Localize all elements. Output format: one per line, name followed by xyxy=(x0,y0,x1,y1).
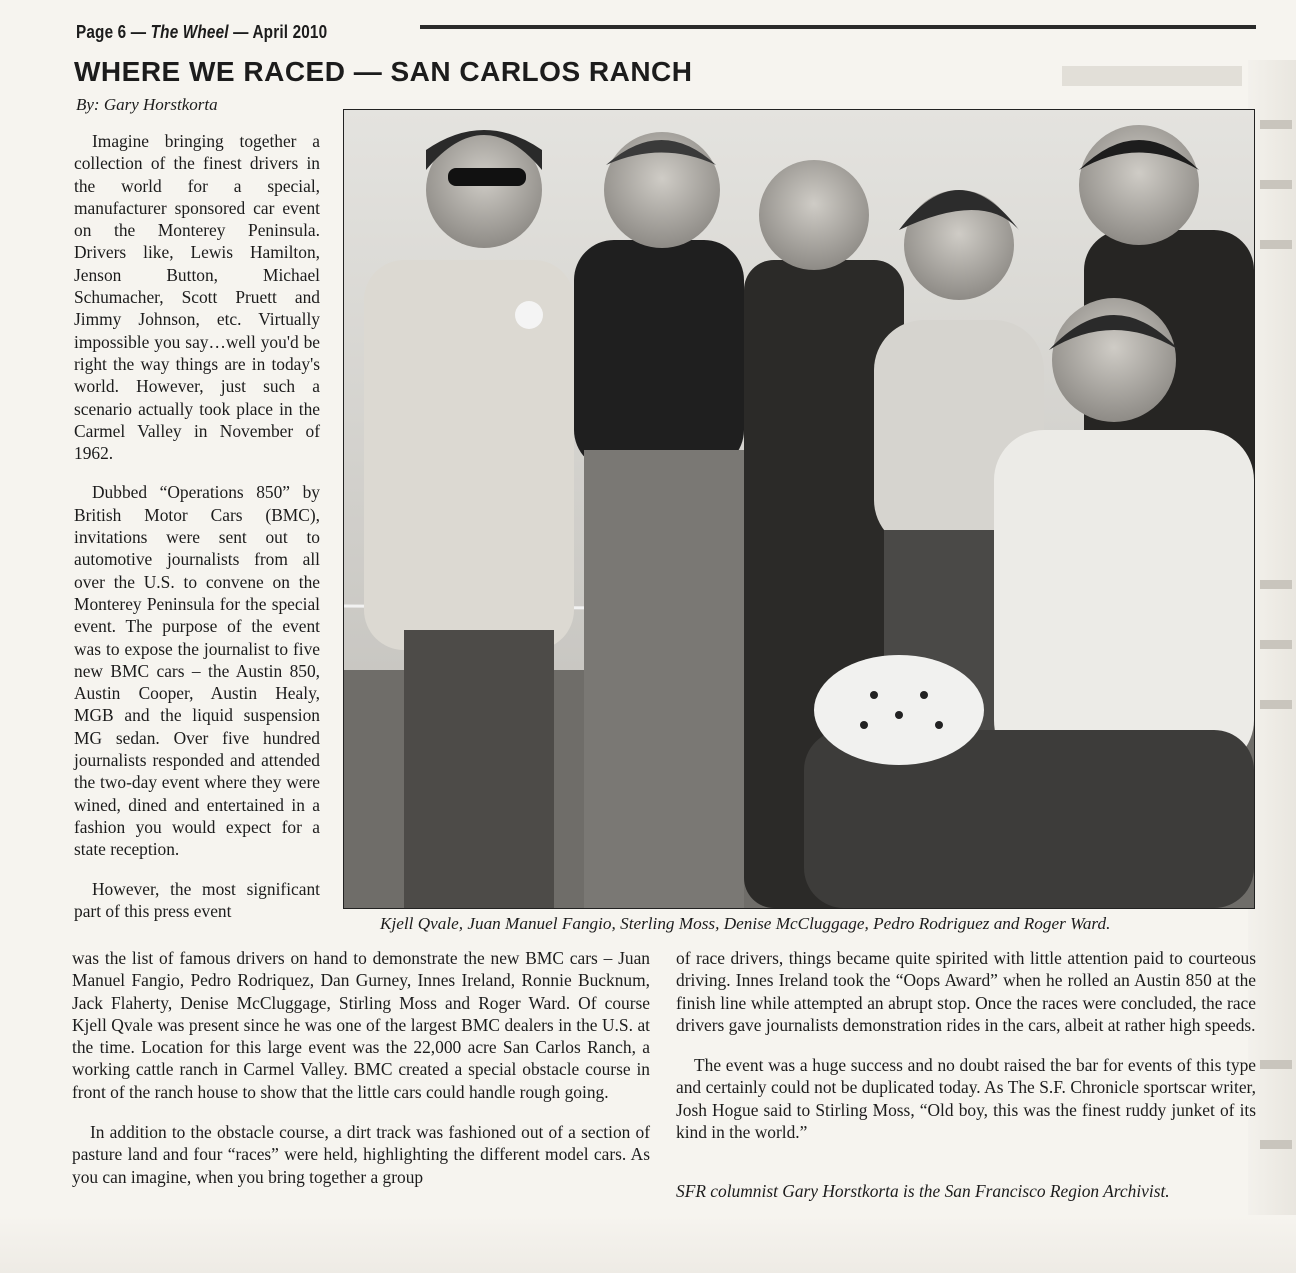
paragraph: However, the most significant part of this press event xyxy=(74,878,320,921)
folio-paper-name: The Wheel xyxy=(150,22,229,42)
group-photo xyxy=(343,109,1255,909)
photo-caption: Kjell Qvale, Juan Manuel Fangio, Sterling Moss, Denise McCluggage, Pedro Rodriguez and Roger Ward. xyxy=(380,914,1111,933)
folio-date: April 2010 xyxy=(252,22,328,42)
folio-separator: — xyxy=(228,22,253,42)
paragraph: The event was a huge success and no doubt raised the bar for events of this type and certainly could not be duplicated today. As The S.F. Chronicle sportscar writer, Josh Hogue said to Stirling Moss, “Old boy, this was the finest ruddy junket of its kind in the world.” xyxy=(676,1055,1256,1143)
paragraph: of race drivers, things became quite spirited with little attention paid to courteous driving. Innes Ireland took the “Oops Award” when he rolled an Austin 850 at the finish line while attempted an abrupt stop. Once the races were concluded, the race drivers gave journalists demonstration rides in the cars, albeit at rather high speeds. xyxy=(676,948,1256,1035)
page-bottom-margin xyxy=(0,1215,1296,1273)
article-byline: By: Gary Horstkorta xyxy=(76,95,218,114)
paragraph: In addition to the obstacle course, a dirt track was fashioned out of a section of pasture land and four “races” were held, highlighting the different model cars. As you can imagine, when you bring together a group xyxy=(72,1122,650,1187)
article-column-lower-right xyxy=(676,947,1256,1161)
author-credit: SFR columnist Gary Horstkorta is the San Francisco Region Archivist. xyxy=(676,1181,1170,1201)
article-headline: WHERE WE RACED — SAN CARLOS RANCH xyxy=(74,56,693,87)
paragraph: Imagine bringing together a collection of the finest drivers in the world for a special, manufacturer sponsored car event on the Monterey Peninsula. Drivers like, Lewis Hamilton, Jenson Button, Michael Schumacher, Scott Pruett and Jimmy Johnson, etc. Virtually impossible you say…well you'd be right the way things are in today's world. However, just such a scenario actually took place in the Carmel Valley in November of 1962. xyxy=(74,131,320,464)
next-page-heading-bleed xyxy=(1062,66,1242,86)
folio-separator: — xyxy=(126,22,151,42)
header-rule xyxy=(420,25,1256,29)
folio-page: Page 6 xyxy=(76,22,127,42)
paragraph: was the list of famous drivers on hand to demonstrate the new BMC cars – Juan Manuel Fangio, Pedro Rodriquez, Dan Gurney, Innes Ireland, Ronnie Bucknum, Jack Flaherty, Denise McCluggage, Stirling Moss and Roger Ward. Of course Kjell Qvale was present since he was one of the largest BMC dealers in the U.S. at the time. Location for this large event was the 22,000 acre San Carlos Ranch, a working cattle ranch in Carmel Valley. BMC created a special obstacle course in front of the ranch house to show that the little cars could handle rough going. xyxy=(72,948,650,1102)
paragraph: Dubbed “Operations 850” by British Motor Cars (BMC), invitations were sent out to automotive journalists from all over the U.S. to convene on the Monterey Peninsula for the special event. The purpose of the event was to expose the journalist to five new BMC cars – the Austin 850, Austin Cooper, Austin Healy, MGB and the liquid suspension MG sedan. Over five hundred journalists responded and attended the two-day event where they were wined, dined and entertained in a fashion you would expect for a state reception. xyxy=(74,482,320,860)
page-folio xyxy=(76,22,327,43)
article-column-lower-left xyxy=(72,947,650,1206)
article-column-left xyxy=(74,130,320,922)
